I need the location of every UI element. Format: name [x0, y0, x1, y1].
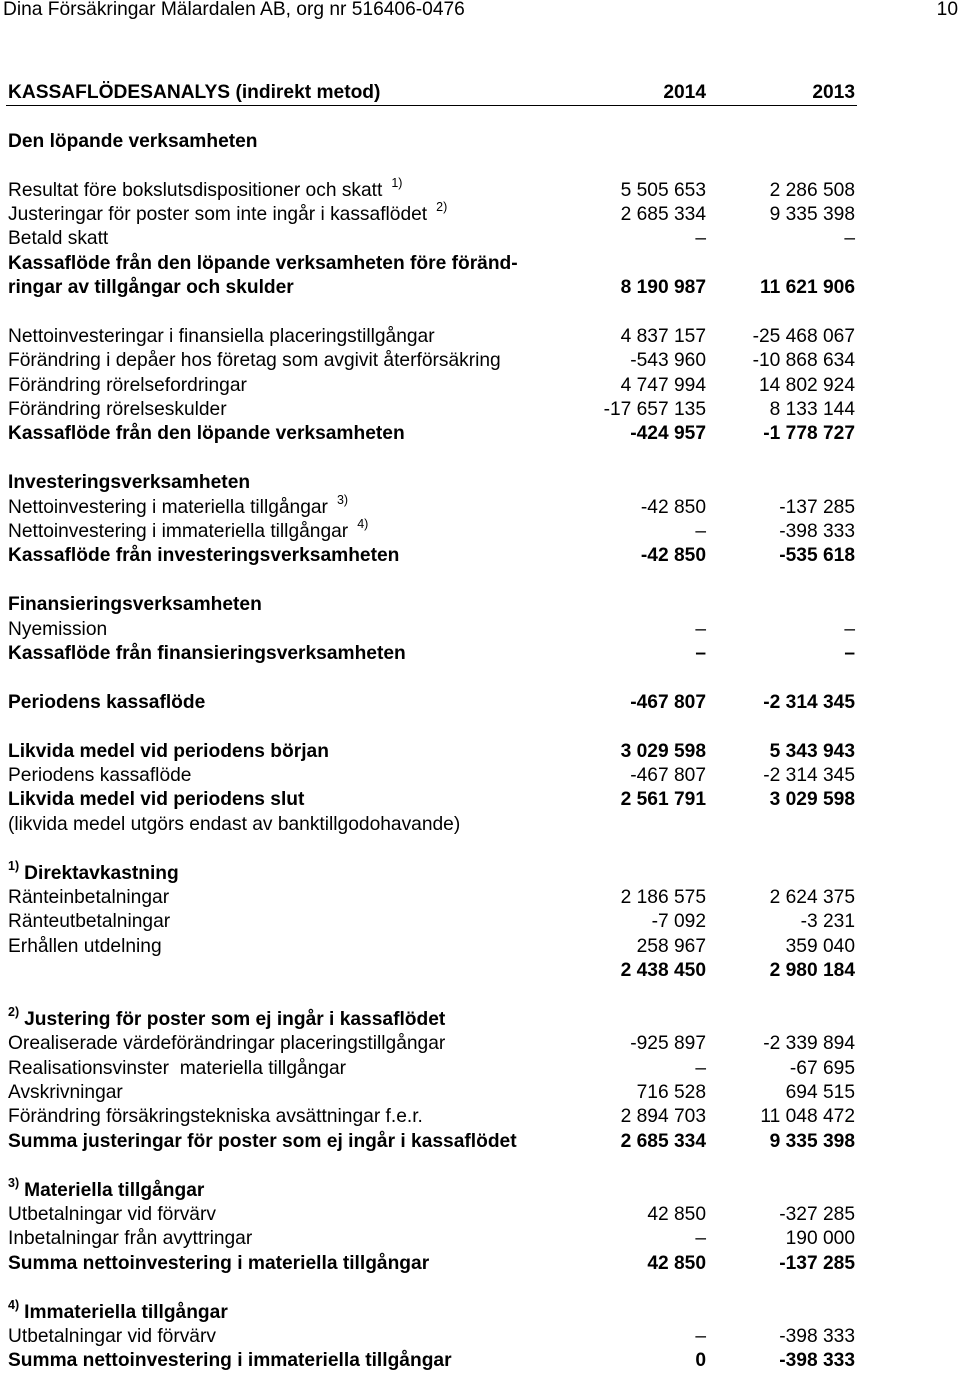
- value-current-year: -42 850: [640, 496, 706, 518]
- row-label: Nyemission: [8, 618, 108, 640]
- value-current-year: 0: [695, 1350, 706, 1372]
- row-label-group: [8, 492, 349, 520]
- row-label-group: [8, 374, 247, 398]
- row-label: Direktavkastning: [24, 862, 179, 884]
- row-label-group: [8, 227, 108, 251]
- total-row: [6, 788, 857, 812]
- row-label-group: [8, 618, 107, 642]
- value-current-year: 3 029 598: [620, 740, 706, 762]
- value-previous-year: -535 618: [779, 545, 855, 567]
- value-current-year: 258 967: [636, 935, 706, 957]
- row-label: Nettoinvesteringar i finansiella placeringstillgångar: [8, 325, 435, 347]
- row-label-group: [8, 471, 250, 495]
- value-current-year: -467 807: [630, 691, 706, 713]
- value-previous-year: 359 040: [785, 935, 855, 957]
- value-current-year: -42 850: [640, 545, 706, 567]
- value-current-year: 716 528: [636, 1082, 706, 1104]
- value-previous-year: 190 000: [785, 1228, 855, 1250]
- value-previous-year: 8 133 144: [769, 399, 855, 421]
- row-label-group: [8, 517, 369, 544]
- value-previous-year: -2 314 345: [763, 764, 855, 786]
- statement-section: [6, 175, 857, 301]
- value-previous-year: -3 231: [800, 911, 855, 933]
- row-label-group: [8, 1105, 423, 1129]
- statement-row: [6, 374, 857, 398]
- total-row: [6, 691, 857, 715]
- row-label-group: [8, 910, 170, 934]
- row-label-group: [8, 1203, 216, 1227]
- value-previous-year: –: [844, 618, 855, 640]
- statement-section: [6, 691, 857, 715]
- value-current-year: –: [695, 1325, 706, 1347]
- statement-body: [6, 130, 857, 1374]
- section-heading: [6, 1297, 857, 1325]
- section-heading: [6, 593, 857, 617]
- row-label-group: [8, 935, 162, 959]
- value-previous-year: 2 980 184: [769, 960, 855, 982]
- row-label-group: [8, 813, 460, 837]
- statement-section: [6, 858, 857, 984]
- value-previous-year: 14 802 924: [758, 374, 855, 396]
- total-row: [6, 642, 857, 666]
- statement-row: [6, 1325, 857, 1349]
- statement-row: [6, 1227, 857, 1251]
- row-label: Förändring i depåer hos företag som avgivit återförsäkring: [8, 350, 501, 372]
- statement-row: [6, 227, 857, 251]
- row-label-group: [8, 1325, 216, 1349]
- statement-row: [6, 910, 857, 934]
- value-current-year: 8 190 987: [620, 277, 706, 299]
- value-current-year: 2 685 334: [620, 1130, 706, 1152]
- value-current-year: 4 747 994: [620, 374, 706, 396]
- value-current-year: -925 897: [630, 1033, 706, 1055]
- total-row: [6, 1252, 857, 1276]
- statement-section: [6, 1175, 857, 1277]
- row-label-group: [8, 544, 399, 568]
- row-label-group: [8, 349, 501, 373]
- value-previous-year: 9 335 398: [769, 203, 855, 225]
- statement-row: [6, 618, 857, 642]
- total-row: [6, 1130, 857, 1154]
- total-row: [6, 1349, 857, 1373]
- value-current-year: –: [695, 1228, 706, 1250]
- statement-row: [6, 349, 857, 373]
- statement-section: [6, 130, 857, 154]
- value-previous-year: -10 868 634: [752, 350, 855, 372]
- row-label-group: [8, 276, 294, 300]
- section-heading: [6, 1175, 857, 1203]
- value-previous-year: 2 286 508: [769, 179, 855, 201]
- row-label-group: [8, 764, 191, 788]
- row-label: Likvida medel vid periodens slut: [8, 789, 305, 811]
- row-label-group: [8, 642, 406, 666]
- statement-row: [6, 764, 857, 788]
- row-label-group: [8, 1032, 445, 1056]
- row-label: Utbetalningar vid förvärv: [8, 1325, 216, 1347]
- footnote-marker: 2): [8, 1004, 20, 1019]
- footnote-marker: 1): [8, 858, 20, 873]
- footnote-marker: 3): [8, 1175, 20, 1190]
- total-row: [6, 422, 857, 446]
- section-heading: [6, 252, 857, 276]
- section-heading: [6, 1004, 857, 1032]
- page-header: [3, 0, 958, 20]
- value-previous-year: 9 335 398: [769, 1130, 855, 1152]
- statement-section: [6, 740, 857, 838]
- total-row: [6, 276, 857, 300]
- row-label-group: [8, 1349, 452, 1373]
- value-previous-year: -398 333: [779, 521, 855, 543]
- row-label: Orealiserade värdeförändringar placeringstillgångar: [8, 1033, 446, 1055]
- statement-row: [6, 1105, 857, 1129]
- value-current-year: –: [695, 1057, 706, 1079]
- row-label-group: [8, 858, 179, 886]
- value-current-year: -467 807: [630, 764, 706, 786]
- value-previous-year: -327 285: [779, 1203, 855, 1225]
- row-label: Ränteinbetalningar: [8, 886, 170, 908]
- value-previous-year: 11 048 472: [760, 1106, 855, 1128]
- row-label: Periodens kassaflöde: [8, 691, 206, 713]
- row-label: Justering för poster som ej ingår i kassaflödet: [24, 1008, 446, 1030]
- row-label-group: [8, 593, 262, 617]
- statement-row: [6, 1203, 857, 1227]
- statement-row: [6, 517, 857, 544]
- section-heading: [6, 471, 857, 495]
- row-label-group: [8, 252, 518, 276]
- row-label: Nettoinvestering i immateriella tillgångar: [8, 521, 349, 543]
- company-name: Dina Försäkringar Mälardalen AB, org nr 516406-0476: [3, 0, 465, 20]
- row-label-group: [8, 1130, 517, 1154]
- row-label-group: [8, 1057, 346, 1081]
- statement-row: [6, 199, 857, 227]
- row-label: Investeringsverksamheten: [8, 472, 251, 494]
- value-previous-year: -137 285: [779, 1252, 855, 1274]
- row-label: Kassaflöde från den löpande verksamheten: [8, 423, 405, 445]
- row-label: Betald skatt: [8, 228, 109, 250]
- row-label: Realisationsvinster materiella tillgångar: [8, 1057, 347, 1079]
- row-label: Kassaflöde från den löpande verksamheten före föränd-: [8, 252, 518, 274]
- statement-row: [6, 813, 857, 837]
- statement-row: [6, 1081, 857, 1105]
- value-current-year: –: [695, 521, 706, 543]
- row-label: Förändring rörelsefordringar: [8, 374, 247, 396]
- value-current-year: -424 957: [630, 423, 706, 445]
- value-current-year: –: [695, 618, 706, 640]
- row-label-group: [8, 175, 403, 203]
- value-current-year: –: [695, 642, 706, 664]
- value-previous-year: –: [844, 642, 855, 664]
- row-label: Erhållen utdelning: [8, 935, 162, 957]
- row-label: (likvida medel utgörs endast av banktillgodohavande): [8, 813, 461, 835]
- row-label: Summa nettoinvestering i immateriella tillgångar: [8, 1350, 452, 1372]
- statement-section: [6, 1004, 857, 1154]
- value-previous-year: -2 314 345: [763, 691, 855, 713]
- value-previous-year: 2 624 375: [769, 886, 855, 908]
- value-previous-year: 3 029 598: [769, 789, 855, 811]
- value-previous-year: 5 343 943: [769, 740, 855, 762]
- total-row: [6, 544, 857, 568]
- statement-row: [6, 325, 857, 349]
- footnote-reference: 3): [336, 492, 349, 507]
- value-current-year: 2 894 703: [620, 1106, 706, 1128]
- row-label: Finansieringsverksamheten: [8, 594, 262, 616]
- value-previous-year: 694 515: [785, 1082, 855, 1104]
- value-current-year: -17 657 135: [603, 399, 706, 421]
- row-label: Den löpande verksamheten: [8, 130, 258, 152]
- row-label: Förändring rörelseskulder: [8, 399, 227, 421]
- row-label: Justeringar för poster som inte ingår i kassaflödet: [8, 203, 428, 225]
- row-label: Resultat före bokslutsdispositioner och skatt: [8, 179, 383, 201]
- row-label-group: [8, 691, 205, 715]
- row-label-group: [8, 1081, 123, 1105]
- row-label-group: [8, 1227, 252, 1251]
- value-current-year: -543 960: [630, 350, 706, 372]
- row-label: Kassaflöde från finansieringsverksamheten: [8, 642, 406, 664]
- value-current-year: 4 837 157: [620, 325, 706, 347]
- row-label: Summa justeringar för poster som ej ingår i kassaflödet: [8, 1130, 517, 1152]
- row-label-group: [8, 886, 169, 910]
- value-previous-year: -67 695: [789, 1057, 855, 1079]
- value-previous-year: -2 339 894: [763, 1033, 855, 1055]
- value-previous-year: –: [844, 228, 855, 250]
- statement-title-row: [6, 81, 857, 105]
- value-previous-year: -398 333: [779, 1325, 855, 1347]
- statement-section: [6, 593, 857, 666]
- row-label: Nettoinvestering i materiella tillgångar: [8, 496, 328, 518]
- row-label: Förändring försäkringstekniska avsättningar f.e.r.: [8, 1106, 423, 1128]
- footnote-marker: 4): [8, 1297, 20, 1312]
- total-row: [6, 959, 857, 983]
- cash-flow-statement: [6, 81, 857, 1374]
- row-label: Kassaflöde från investeringsverksamheten: [8, 545, 400, 567]
- value-previous-year: -1 778 727: [763, 423, 855, 445]
- value-current-year: 2 685 334: [620, 203, 706, 225]
- section-heading: [6, 858, 857, 886]
- total-row: [6, 740, 857, 764]
- row-label-group: [8, 1252, 429, 1276]
- row-label-group: [8, 1004, 446, 1032]
- column-header-current-year: 2014: [663, 82, 706, 103]
- row-label: Immateriella tillgångar: [24, 1301, 228, 1323]
- column-header-previous-year: 2013: [812, 82, 855, 103]
- statement-section: [6, 325, 857, 447]
- row-label-group: [8, 325, 435, 349]
- value-current-year: –: [695, 228, 706, 250]
- row-label: Avskrivningar: [8, 1082, 123, 1104]
- row-label-group: [8, 788, 304, 812]
- statement-section: [6, 1297, 857, 1374]
- value-current-year: -7 092: [651, 911, 706, 933]
- row-label: ringar av tillgångar och skulder: [8, 277, 294, 299]
- value-previous-year: 11 621 906: [760, 277, 855, 299]
- row-label-group: [8, 1175, 205, 1203]
- row-label: Summa nettoinvestering i materiella tillgångar: [8, 1252, 430, 1274]
- value-current-year: 2 186 575: [620, 886, 706, 908]
- statement-row: [6, 886, 857, 910]
- page-number: 10: [936, 0, 958, 20]
- footnote-reference: 4): [357, 517, 369, 532]
- row-label-group: [8, 398, 227, 422]
- value-current-year: 42 850: [647, 1252, 706, 1274]
- value-current-year: 5 505 653: [620, 179, 706, 201]
- row-label-group: [8, 130, 258, 154]
- footnote-reference: 1): [391, 175, 403, 190]
- statement-row: [6, 935, 857, 959]
- row-label: Ränteutbetalningar: [8, 911, 171, 933]
- statement-row: [6, 492, 857, 520]
- row-label-group: [8, 1297, 228, 1325]
- row-label: Materiella tillgångar: [24, 1179, 205, 1201]
- statement-row: [6, 1057, 857, 1081]
- row-label-group: [8, 199, 448, 227]
- statement-row: [6, 175, 857, 203]
- statement-section: [6, 471, 857, 569]
- value-current-year: 2 438 450: [620, 960, 706, 982]
- value-previous-year: -137 285: [779, 496, 855, 518]
- value-current-year: 42 850: [647, 1203, 706, 1225]
- footnote-reference: 2): [436, 199, 448, 214]
- row-label: Utbetalningar vid förvärv: [8, 1203, 216, 1225]
- statement-row: [6, 1032, 857, 1056]
- section-heading: [6, 130, 857, 154]
- row-label-group: [8, 740, 329, 764]
- statement-row: [6, 398, 857, 422]
- value-previous-year: -398 333: [779, 1350, 855, 1372]
- row-label: Inbetalningar från avyttringar: [8, 1228, 253, 1250]
- value-current-year: 2 561 791: [620, 789, 706, 811]
- row-label: Likvida medel vid periodens början: [8, 740, 329, 762]
- value-previous-year: -25 468 067: [752, 325, 855, 347]
- row-label: Periodens kassaflöde: [8, 764, 192, 786]
- statement-title: KASSAFLÖDESANALYS (indirekt metod): [8, 82, 381, 103]
- row-label-group: [8, 422, 405, 446]
